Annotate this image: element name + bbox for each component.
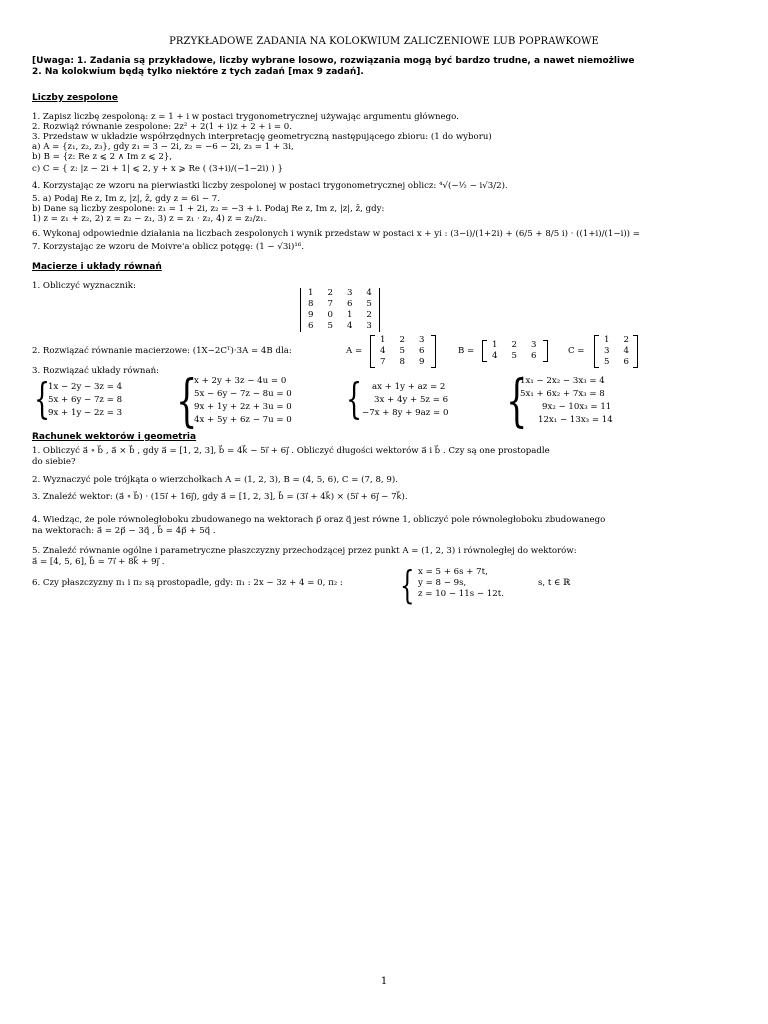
equation-row: 1x − 2y − 3z = 4 bbox=[48, 382, 123, 392]
problem-line: 5. a) Podaj Re z, Im z, |z|, z̄, gdy z = 6i − 7. bbox=[32, 194, 220, 204]
problem-line: 3. Przedstaw w układzie współrzędnych interpretację geometryczną następującego zbioru: (1 do wyboru) bbox=[32, 132, 492, 142]
plane-params: s, t ∈ ℝ bbox=[538, 578, 571, 588]
matrix-cell: 2 bbox=[511, 340, 517, 350]
brace-icon: { bbox=[346, 374, 363, 423]
equation-row: 9x + 1y − 2z = 3 bbox=[48, 408, 123, 418]
brace-icon: { bbox=[34, 374, 51, 423]
equation-row: 12x₁ − 13x₃ = 14 bbox=[538, 415, 613, 425]
matrix-label-b: B = bbox=[458, 346, 475, 356]
problem-line: 7. Korzystając ze wzoru de Moivre'a oblicz potęgę: (1 − √3i)¹⁶. bbox=[32, 242, 305, 252]
matrix-cell: 2 bbox=[399, 335, 405, 345]
matrix-a bbox=[373, 335, 431, 368]
problem-line: a⃗ = [4, 5, 6], b⃗ = 7i⃗ + 8k⃗ + 9j⃗ . bbox=[32, 557, 165, 567]
matrix-b-bracket bbox=[482, 340, 548, 362]
matrix-a-bracket bbox=[370, 335, 436, 368]
matrix-cell: 6 bbox=[530, 351, 537, 361]
matrix-cell: 5 bbox=[366, 299, 372, 309]
matrix-cell: 8 bbox=[308, 299, 314, 309]
problem-line: 4. Wiedząc, że pole równoległoboku zbudowanego na wektorach p⃗ oraz q⃗ jest równe 1, obliczyć pole równoległoboku zbudowanego bbox=[32, 515, 606, 525]
problem-line: c) C = { z: |z − 2i + 1| ⩽ 2, y + x ⩾ Re ( (3+i)/(−1−2i) ) } bbox=[32, 164, 283, 174]
matrix-cell: 6 bbox=[308, 321, 314, 331]
matrix-cell: 2 bbox=[366, 310, 372, 320]
matrix-cell: 8 bbox=[399, 357, 405, 367]
problem-line: 4. Korzystając ze wzoru na pierwiastki liczby zespolonej w postaci trygonometrycznej oblicz: ⁴√(−½ − i√3/2). bbox=[32, 181, 508, 191]
matrix-cell: 1 bbox=[492, 340, 498, 350]
problem-line: 2. Rozwiązać równanie macierzowe: (1X−2Cᵀ)·3A = 4B dla: bbox=[32, 346, 292, 356]
problem-line: 2. Rozwiąż równanie zespolone: 2z² + 2(1 + i)z + 2 + i = 0. bbox=[32, 122, 292, 132]
problem-line: 1) z = z₁ + z₂, 2) z = z₂ − z₁, 3) z = z₁ · z₂, 4) z = z₂/z₁. bbox=[32, 214, 267, 224]
matrix-b bbox=[485, 340, 543, 362]
problem-line: do siebie? bbox=[32, 457, 76, 467]
equation-system-4 bbox=[506, 369, 646, 434]
matrix-cell: 1 bbox=[308, 288, 314, 298]
matrix-cell: 3 bbox=[604, 346, 610, 356]
matrix-label-a: A = bbox=[346, 346, 363, 356]
matrix-label-c: C = bbox=[568, 346, 585, 356]
equation-system-3 bbox=[346, 374, 486, 423]
matrix-cell: 3 bbox=[530, 340, 537, 350]
matrix-cell: 6 bbox=[346, 299, 353, 309]
equation-row: x = 5 + 6s + 7t, bbox=[418, 567, 488, 577]
equation-row: y = 8 − 9s, bbox=[418, 578, 467, 588]
matrix-c-bracket bbox=[594, 335, 638, 368]
matrix-cell: 2 bbox=[327, 288, 333, 298]
warning-note bbox=[32, 56, 742, 78]
matrix-cell: 2 bbox=[623, 335, 629, 345]
section-heading-vectors: Rachunek wektorów i geometria bbox=[32, 432, 197, 442]
problem-line: a) A = {z₁, z₂, z₃}, gdy z₁ = 3 − 2i, z₂ = −6 − 2i, z₃ = 1 + 3i, bbox=[32, 142, 294, 152]
equation-system-2 bbox=[176, 369, 326, 434]
matrix-cell: 5 bbox=[604, 357, 610, 367]
matrix-cell: 3 bbox=[418, 335, 425, 345]
problem-line: 1. Zapisz liczbę zespoloną: z = 1 + i w postaci trygonometrycznej używając argumentu głównego. bbox=[32, 112, 459, 122]
matrix-cell: 3 bbox=[366, 321, 372, 331]
page-number: 1 bbox=[380, 976, 388, 987]
equation-row: −7x + 8y + 9az = 0 bbox=[362, 408, 449, 418]
equation-row: 9x + 1y + 2z + 3u = 0 bbox=[194, 402, 292, 412]
problem-line: 2. Wyznaczyć pole trójkąta o wierzchołkach A = (1, 2, 3), B = (4, 5, 6), C = (7, 8, 9). bbox=[32, 475, 398, 485]
matrix-cell: 1 bbox=[604, 335, 610, 345]
matrix-cell: 5 bbox=[399, 346, 405, 356]
matrix-cell: 1 bbox=[380, 335, 386, 345]
brace-icon: { bbox=[176, 369, 198, 434]
problem-line: 6. Wykonaj odpowiednie działania na liczbach zespolonych i wynik przedstaw w postaci x + yi : (3−i)/(1+2i) + (6/5 + 8/5 i) · ((1+i)/(1−i)) = bbox=[32, 229, 640, 239]
matrix-cell: 7 bbox=[380, 357, 386, 367]
matrix-cell: 5 bbox=[327, 321, 333, 331]
equation-row: 4x + 5y + 6z − 7u = 0 bbox=[194, 415, 292, 425]
section-heading-complex: Liczby zespolone bbox=[32, 93, 118, 103]
equation-row: ax + 1y + az = 2 bbox=[372, 382, 446, 392]
page-title: PRZYKŁADOWE ZADANIA NA KOLOKWIUM ZALICZENIOWE LUB POPRAWKOWE bbox=[169, 36, 599, 47]
brace-icon: { bbox=[400, 563, 415, 607]
equation-row: 5x + 6y − 7z = 8 bbox=[48, 395, 123, 405]
matrix-cell: 7 bbox=[327, 299, 333, 309]
problem-line: 3. Znaleźć wektor: (a⃗ ∘ b⃗) · (15i⃗ + 16j⃗), gdy a⃗ = [1, 2, 3], b⃗ = (3i⃗ + 4k⃗) × (5i⃗ + 6j⃗ − 7k⃗). bbox=[32, 492, 408, 502]
problem-line: 6. Czy płaszczyzny π₁ i π₂ są prostopadle, gdy: π₁ : 2x − 3z + 4 = 0, π₂ : bbox=[32, 578, 343, 588]
matrix-cell: 4 bbox=[492, 351, 498, 361]
determinant-matrix bbox=[300, 288, 380, 332]
problem-line: 1. Obliczyć a⃗ ∘ b⃗ , a⃗ × b⃗ , gdy a⃗ = [1, 2, 3], b⃗ = 4k⃗ − 5i⃗ + 6j⃗ . Obliczyć długości wektorów a⃗ i b⃗ . Czy są one prostopadle bbox=[32, 446, 550, 456]
matrix-cell: 5 bbox=[511, 351, 517, 361]
warning-line-1: [Uwaga: 1. Zadania są przykładowe, liczby wybrane losowo, rozwiązania mogą być bardzo trudne, a nawet niemożliwe bbox=[32, 56, 635, 66]
problem-line: b) Dane są liczby zespolone: z₁ = 1 + 2i, z₂ = −3 + i. Podaj Re z, Im z, |z|, z̄, gdy: bbox=[32, 204, 385, 214]
brace-icon: { bbox=[506, 369, 528, 434]
problem-line: 5. Znaleźć równanie ogólne i parametryczne płaszczyzny przechodzącej przez punkt A = (1, 2, 3) i równoległej do wektorów: bbox=[32, 546, 577, 556]
warning-line-2: 2. Na kolokwium będą tylko niektóre z tych zadań [max 9 zadań]. bbox=[32, 67, 364, 77]
equation-row: 3x + 4y + 5z = 6 bbox=[374, 395, 449, 405]
matrix-cell: 9 bbox=[418, 357, 425, 367]
matrix-cell: 4 bbox=[623, 346, 629, 356]
problem-line: 1. Obliczyć wyznacznik: bbox=[32, 281, 136, 291]
section-heading-matrices: Macierze i układy równań bbox=[32, 262, 162, 272]
matrix-c bbox=[597, 335, 636, 368]
matrix-cell: 0 bbox=[327, 310, 333, 320]
matrix-cell: 9 bbox=[308, 310, 314, 320]
matrix-cell: 4 bbox=[346, 321, 353, 331]
equation-row: 1x₁ − 2x₂ − 3x₃ = 4 bbox=[520, 376, 605, 386]
problem-line: 3. Rozwiązać układy równań: bbox=[32, 366, 159, 376]
equation-row: z = 10 − 11s − 12t. bbox=[418, 589, 504, 599]
matrix-cell: 6 bbox=[418, 346, 425, 356]
equation-row: x + 2y + 3z − 4u = 0 bbox=[194, 376, 287, 386]
matrix-cell: 4 bbox=[380, 346, 386, 356]
matrix-cell: 1 bbox=[346, 310, 353, 320]
plane-equation-system bbox=[400, 563, 530, 607]
problem-line: na wektorach: a⃗ = 2p⃗ − 3q⃗ , b⃗ = 4p⃗ + 5q⃗ . bbox=[32, 526, 216, 536]
problem-line: b) B = {z: Re z ⩽ 2 ∧ Im z ⩽ 2}, bbox=[32, 152, 173, 162]
equation-row: 9x₂ − 10x₃ = 11 bbox=[542, 402, 612, 412]
equation-row: 5x − 6y − 7z − 8u = 0 bbox=[194, 389, 292, 399]
equation-row: 5x₁ + 6x₂ + 7x₃ = 8 bbox=[520, 389, 605, 399]
matrix-cell: 3 bbox=[346, 288, 353, 298]
matrix-cell: 6 bbox=[623, 357, 629, 367]
matrix-cell: 4 bbox=[366, 288, 372, 298]
equation-system-1 bbox=[34, 374, 164, 423]
